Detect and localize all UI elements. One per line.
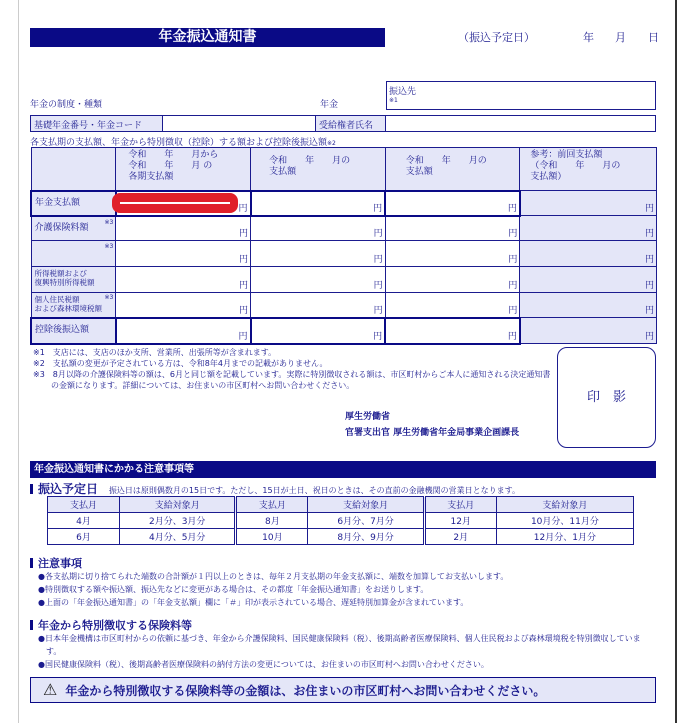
recipient-field bbox=[385, 115, 656, 132]
row-label bbox=[31, 241, 116, 267]
bank-box bbox=[386, 81, 656, 110]
caption-note: ※2 bbox=[327, 140, 336, 147]
table-row bbox=[31, 241, 657, 267]
yen-unit: 円 bbox=[239, 255, 249, 265]
yen-unit: 円 bbox=[373, 203, 383, 214]
target-months: 4月分、5月分 bbox=[120, 529, 236, 545]
pay-month-header: 支払月 bbox=[424, 497, 496, 513]
pay-month: 4月 bbox=[48, 513, 120, 529]
deduction-notes bbox=[38, 632, 650, 671]
amount-cell bbox=[385, 318, 520, 344]
warning-text: 年金から特別徴収する保険料等の金額は、お住まいの市区町村へお問い合わせください。 bbox=[65, 684, 546, 698]
schedule-heading bbox=[30, 480, 520, 497]
warning-icon: ⚠ bbox=[43, 680, 58, 699]
row-label-text: 個人住民税額 および森林環境税額 bbox=[34, 295, 102, 313]
amount-cell bbox=[116, 267, 251, 293]
recipient-label: 受給権者氏名 bbox=[315, 115, 386, 132]
amount-cell bbox=[116, 318, 251, 344]
basic-number-field bbox=[162, 115, 316, 132]
payment-table bbox=[30, 147, 657, 345]
yen-unit: 円 bbox=[373, 281, 383, 291]
row-note: ※3 bbox=[104, 218, 114, 226]
target-month-header: 支給対象月 bbox=[496, 497, 633, 513]
issuer bbox=[345, 409, 519, 441]
amount-cell bbox=[385, 241, 520, 267]
yen-unit: 円 bbox=[373, 229, 383, 239]
yen-unit: 円 bbox=[373, 331, 383, 342]
deduction-title: 年金から特別徴収する保険料等 bbox=[30, 617, 192, 633]
amount-cell bbox=[520, 293, 657, 318]
target-months: 6月分、7月分 bbox=[308, 513, 424, 529]
row-note: ※3 bbox=[104, 243, 114, 250]
footnote-3: ※3 8月以降の介護保険料等の額は、6月と同じ額を記載しています。実際に特別徴収される額は、市区町村からご本人に通知される決定通知書の金額になります。詳細については、お住まいの市区町村へお問い合わせください。 bbox=[33, 370, 551, 390]
deduction-note: ●日本年金機構は市区町村からの依頼に基づき、年金から介護保険料、国民健康保険料（税）、後期高齢者医療保険料、個人住民税および森林環境税を特別徴収しています。 bbox=[38, 634, 641, 656]
pay-month-header: 支払月 bbox=[48, 497, 120, 513]
year-label: 年 bbox=[583, 31, 594, 44]
row-label bbox=[31, 318, 116, 344]
row-label-text: 介護保険料額 bbox=[34, 222, 89, 233]
yen-unit: 円 bbox=[373, 305, 383, 316]
scheduled-date-label: （振込予定日） bbox=[458, 31, 535, 44]
amount-cell bbox=[520, 191, 657, 216]
issuer-official: 官署支出官 厚生労働省年金局事業企画課長 bbox=[345, 428, 520, 438]
caution-notes bbox=[38, 570, 658, 609]
amount-cell bbox=[385, 191, 520, 216]
notes-title: 注意事項 bbox=[30, 555, 82, 571]
month-label: 月 bbox=[615, 31, 626, 44]
table-row bbox=[31, 318, 657, 344]
document-title: 年金振込通知書 bbox=[30, 28, 385, 47]
pay-month-header: 支払月 bbox=[236, 497, 308, 513]
yen-unit: 円 bbox=[644, 281, 654, 291]
yen-unit: 円 bbox=[508, 229, 518, 239]
header-blank bbox=[31, 148, 116, 191]
amount-cell bbox=[385, 293, 520, 318]
basic-number-label: 基礎年金番号・年金コード bbox=[30, 115, 163, 132]
caution-note: ●特別徴収する額や振込額、振込先などに変更がある場合は、その都度「年金振込通知書」をお送りします。 bbox=[38, 585, 429, 594]
row-label-text: 控除後振込額 bbox=[35, 324, 90, 335]
yen-unit: 円 bbox=[644, 332, 654, 342]
amount-cell bbox=[251, 267, 386, 293]
yen-unit: 円 bbox=[644, 306, 654, 316]
target-months: 2月分、3月分 bbox=[120, 513, 236, 529]
amount-cell bbox=[251, 318, 386, 344]
yen-unit: 円 bbox=[238, 203, 248, 214]
target-months: 10月分、11月分 bbox=[496, 513, 633, 529]
header-previous: 参考：前回支払額 （令和 年 月の 支払額） bbox=[520, 148, 657, 191]
footnote-2: ※2 支払額の変更が予定されている方は、令和8年4月までの記載がありません。 bbox=[33, 359, 328, 368]
pay-month: 8月 bbox=[236, 513, 308, 529]
pay-month: 12月 bbox=[424, 513, 496, 529]
amount-cell bbox=[116, 241, 251, 267]
yen-unit: 円 bbox=[508, 255, 518, 265]
warning-banner bbox=[30, 677, 656, 703]
row-note: ※3 bbox=[104, 294, 114, 301]
pension-suffix: 年金 bbox=[320, 100, 339, 110]
schedule-text: 振込日は原則偶数月の15日です。ただし、15日が土日、祝日のときは、その直前の金融機関の営業日となります。 bbox=[108, 486, 520, 495]
yen-unit: 円 bbox=[644, 255, 654, 265]
yen-unit: 円 bbox=[239, 305, 249, 316]
amount-cell bbox=[251, 241, 386, 267]
yen-unit: 円 bbox=[239, 229, 249, 239]
amount-cell bbox=[385, 216, 520, 241]
pay-month: 10月 bbox=[236, 529, 308, 545]
table-row bbox=[31, 293, 657, 318]
bank-label: 振込先 bbox=[389, 87, 417, 97]
yen-unit: 円 bbox=[508, 281, 518, 291]
target-months: 8月分、9月分 bbox=[308, 529, 424, 545]
redaction-mark bbox=[112, 193, 238, 213]
yen-unit: 円 bbox=[507, 203, 517, 214]
amount-cell bbox=[520, 318, 657, 344]
row-label bbox=[31, 191, 116, 216]
row-label-text: 所得税額および 復興特別所得税額 bbox=[34, 269, 95, 287]
schedule-header-row bbox=[48, 497, 634, 513]
schedule-row bbox=[48, 529, 634, 545]
day-label: 日 bbox=[648, 31, 659, 44]
amount-cell bbox=[385, 267, 520, 293]
yen-unit: 円 bbox=[373, 255, 383, 265]
pay-month: 6月 bbox=[48, 529, 120, 545]
target-month-header: 支給対象月 bbox=[120, 497, 236, 513]
schedule-table bbox=[47, 496, 634, 545]
row-label bbox=[31, 293, 116, 318]
bank-note: ※1 bbox=[389, 97, 398, 104]
yen-unit: 円 bbox=[507, 331, 517, 342]
yen-unit: 円 bbox=[644, 229, 654, 239]
yen-unit: 円 bbox=[238, 331, 248, 342]
target-month-header: 支給対象月 bbox=[308, 497, 424, 513]
table-row bbox=[31, 216, 657, 241]
caution-note: ●各支払期に切り捨てられた端数の合計額が１円以上のときは、毎年２月支払期の年金支払額に、端数を加算してお支払いします。 bbox=[38, 572, 509, 581]
target-months: 12月分、1月分 bbox=[496, 529, 633, 545]
amount-cell bbox=[251, 191, 386, 216]
footnotes bbox=[33, 347, 553, 391]
cautions-header: 年金振込通知書にかかる注意事項等 bbox=[30, 461, 656, 478]
schedule-title: 振込予定日 bbox=[30, 482, 98, 496]
yen-unit: 円 bbox=[508, 305, 518, 316]
amount-cell bbox=[520, 267, 657, 293]
seal-box: 印 影 bbox=[557, 347, 656, 448]
pay-month: 2月 bbox=[424, 529, 496, 545]
deduction-note: ●国民健康保険料（税）、後期高齢者医療保険料の納付方法の変更については、お住まいの市区町村へお問い合わせください。 bbox=[38, 660, 489, 669]
row-label bbox=[31, 216, 116, 241]
header-period: 令和 年 月から 令和 年 月 の 各期支払額 bbox=[116, 148, 251, 191]
amount-cell bbox=[520, 216, 657, 241]
schedule-row bbox=[48, 513, 634, 529]
header-month2: 令和 年 月の 支払額 bbox=[385, 148, 520, 191]
header-month1: 令和 年 月の 支払額 bbox=[251, 148, 386, 191]
row-label bbox=[31, 267, 116, 293]
issuer-ministry: 厚生労働省 bbox=[345, 412, 391, 422]
caption-text: 各支払期の支払額、年金から特別徴収（控除）する額および控除後振込額 bbox=[30, 138, 328, 148]
amount-cell bbox=[116, 293, 251, 318]
yen-unit: 円 bbox=[239, 281, 249, 291]
yen-unit: 円 bbox=[644, 204, 654, 214]
row-label-text: 年金支払額 bbox=[35, 197, 81, 208]
pension-type-label: 年金の制度・種類 bbox=[30, 100, 103, 110]
amount-cell bbox=[251, 293, 386, 318]
caution-note: ●上面の「年金振込通知書」の「年金支払額」欄に「＃」印が表示されている場合、遅延特別加算金が含まれています。 bbox=[38, 598, 469, 607]
amount-cell bbox=[251, 216, 386, 241]
amount-cell bbox=[116, 216, 251, 241]
table-row bbox=[31, 267, 657, 293]
amount-cell bbox=[520, 241, 657, 267]
footnote-1: ※1 支店には、支店のほか支所、営業所、出張所等が含まれます。 bbox=[33, 348, 277, 357]
